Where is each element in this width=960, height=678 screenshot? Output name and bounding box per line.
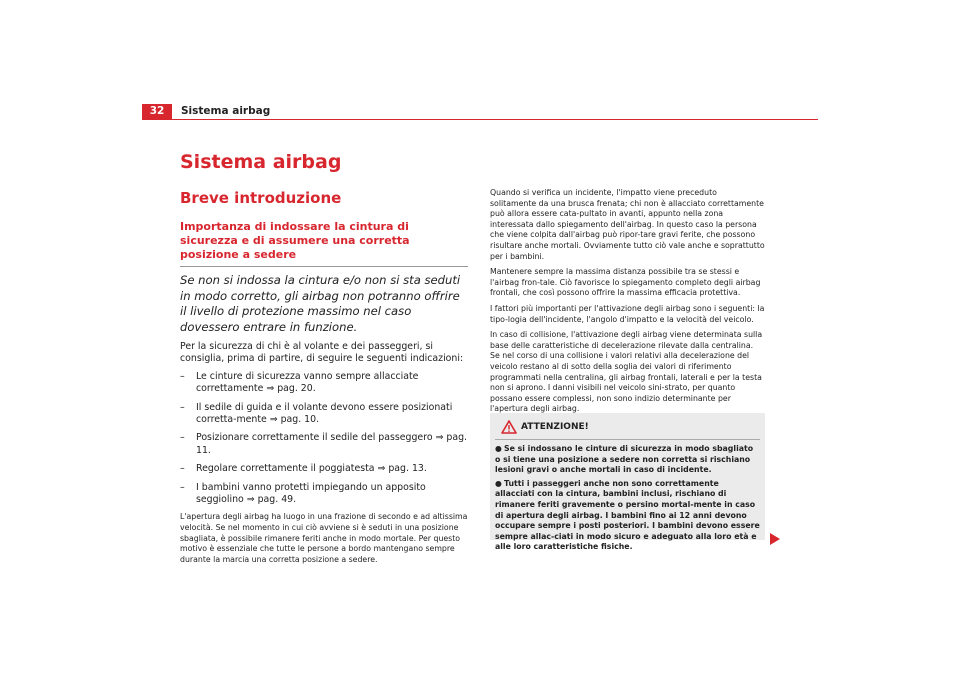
list-item <box>180 432 468 457</box>
list-item <box>180 371 468 396</box>
list-item-text: I bambini vanno protetti impiegando un apposito seggiolino ⇒ pag. 49. <box>196 481 426 506</box>
chapter-title: Sistema airbag <box>180 151 342 173</box>
body-paragraph: I fattori più importanti per l'attivazione degli airbag sono i seguenti: la tipo-logia dell'incidente, l'angolo d'impatto e la velocità del veicolo. <box>490 303 765 324</box>
warning-item-text: Se si indossano le cinture di sicurezza in modo sbagliato o si tiene una posizione a sedere non corretta si rischiano lesioni gravi o anche mortali in caso di incidente. <box>495 444 754 475</box>
dash-marker: – <box>180 401 185 413</box>
subsection-title: Importanza di indossare la cintura di sicurezza e di assumere una corretta posizione a sedere <box>180 220 468 267</box>
list-item <box>180 463 468 475</box>
dash-marker: – <box>180 481 185 493</box>
list-item <box>180 402 468 427</box>
right-column <box>490 188 765 420</box>
section-title: Breve introduzione <box>180 189 342 207</box>
warning-item-text: Tutti i passeggeri anche non sono correttamente allacciati con la cintura, bambini inclusi, rischiano di rimanere feriti gravemente o persino mortal-mente in caso di apertura degli airbag. I bambini fino ai 12 anni devono occupare sempre i posti posteriori. I bambini devono essere sempre allac-ciati in modo sicuro e adeguato alla loro età e alle loro caratteristiche fisiche. <box>495 478 760 552</box>
warning-item <box>495 444 760 476</box>
list-item-text: Le cinture di sicurezza vanno sempre allacciate correttamente ⇒ pag. 20. <box>196 370 419 395</box>
header-rule <box>142 119 818 120</box>
warning-box <box>490 413 765 552</box>
list-item-text: Posizionare correttamente il sedile del passeggero ⇒ pag. 11. <box>196 432 468 456</box>
bullet-marker: ● <box>495 478 502 488</box>
warning-header <box>495 417 760 440</box>
dash-marker: – <box>180 463 185 475</box>
list-item-text: Il sedile di guida e il volante devono essere posizionati corretta-mente ⇒ pag. 10. <box>196 401 453 426</box>
warning-title: ATTENZIONE! <box>521 422 589 432</box>
bullet-marker: ● <box>495 444 502 453</box>
warning-item <box>495 479 760 553</box>
instruction-list <box>180 371 468 507</box>
warning-triangle-icon <box>501 419 517 438</box>
body-paragraph: Quando si verifica un incidente, l'impatto viene preceduto solitamente da una brusca frenata; chi non è allacciato correttamente può allora essere cata-pultato in avanti, appunto nella zona interessata dallo spiegamento dell'airbag. In questo caso la persona che viene colpita dall'airbag può ripor-tare gravi ferite, che possono risultare anche mortali. Ovviamente tutto ciò vale anche e soprattutto per i bambini. <box>490 188 765 261</box>
list-item <box>180 482 468 507</box>
note-paragraph: L'apertura degli airbag ha luogo in una frazione di secondo e ad altissima velocità. Se nel momento in cui ciò avviene si è seduti in una posizione sbagliata, è possibile rimanere feriti anche in modo mortale. Per questo motivo è essenziale che tutte le persone a bordo mantengano sempre durante la marcia una corretta posizione a sedere. <box>180 512 468 564</box>
left-column <box>180 220 468 565</box>
lead-paragraph: Se non si indossa la cintura e/o non si sta seduti in modo corretto, gli airbag non potranno offrire il livello di protezione massimo nel caso dovessero entrare in funzione. <box>180 273 461 334</box>
body-paragraph: Mantenere sempre la massima distanza possibile tra se stessi e l'airbag fron-tale. Ciò favorisce lo spiegamento completo degli airbag frontali, che così possono offrire la massima efficacia protettiva. <box>490 267 761 298</box>
page-number-badge: 32 <box>142 104 172 119</box>
body-paragraph: In caso di collisione, l'attivazione degli airbag viene determinata sulla base delle caratteristiche di decelerazione rilevate dalla centralina. Se nel corso di una collisione i valori relativi alla decelerazione del veicolo restano al di sotto della soglia dei valori di riferimento programmati nella centralina, gli airbag frontali, laterali e per la testa non si aprono. I danni visibili nel veicolo sini-strato, per quanto possano essere complessi, non sono indizio determinante per l'apertura degli airbag. <box>490 330 763 414</box>
continue-arrow-icon <box>770 530 780 549</box>
running-header-title: Sistema airbag <box>181 105 271 117</box>
list-item-text: Regolare correttamente il poggiatesta ⇒ pag. 13. <box>196 463 427 475</box>
dash-marker: – <box>180 432 185 444</box>
dash-marker: – <box>180 370 185 382</box>
intro-paragraph: Per la sicurezza di chi è al volante e dei passeggeri, si consiglia, prima di partire, di seguire le seguenti indicazioni: <box>180 341 464 365</box>
